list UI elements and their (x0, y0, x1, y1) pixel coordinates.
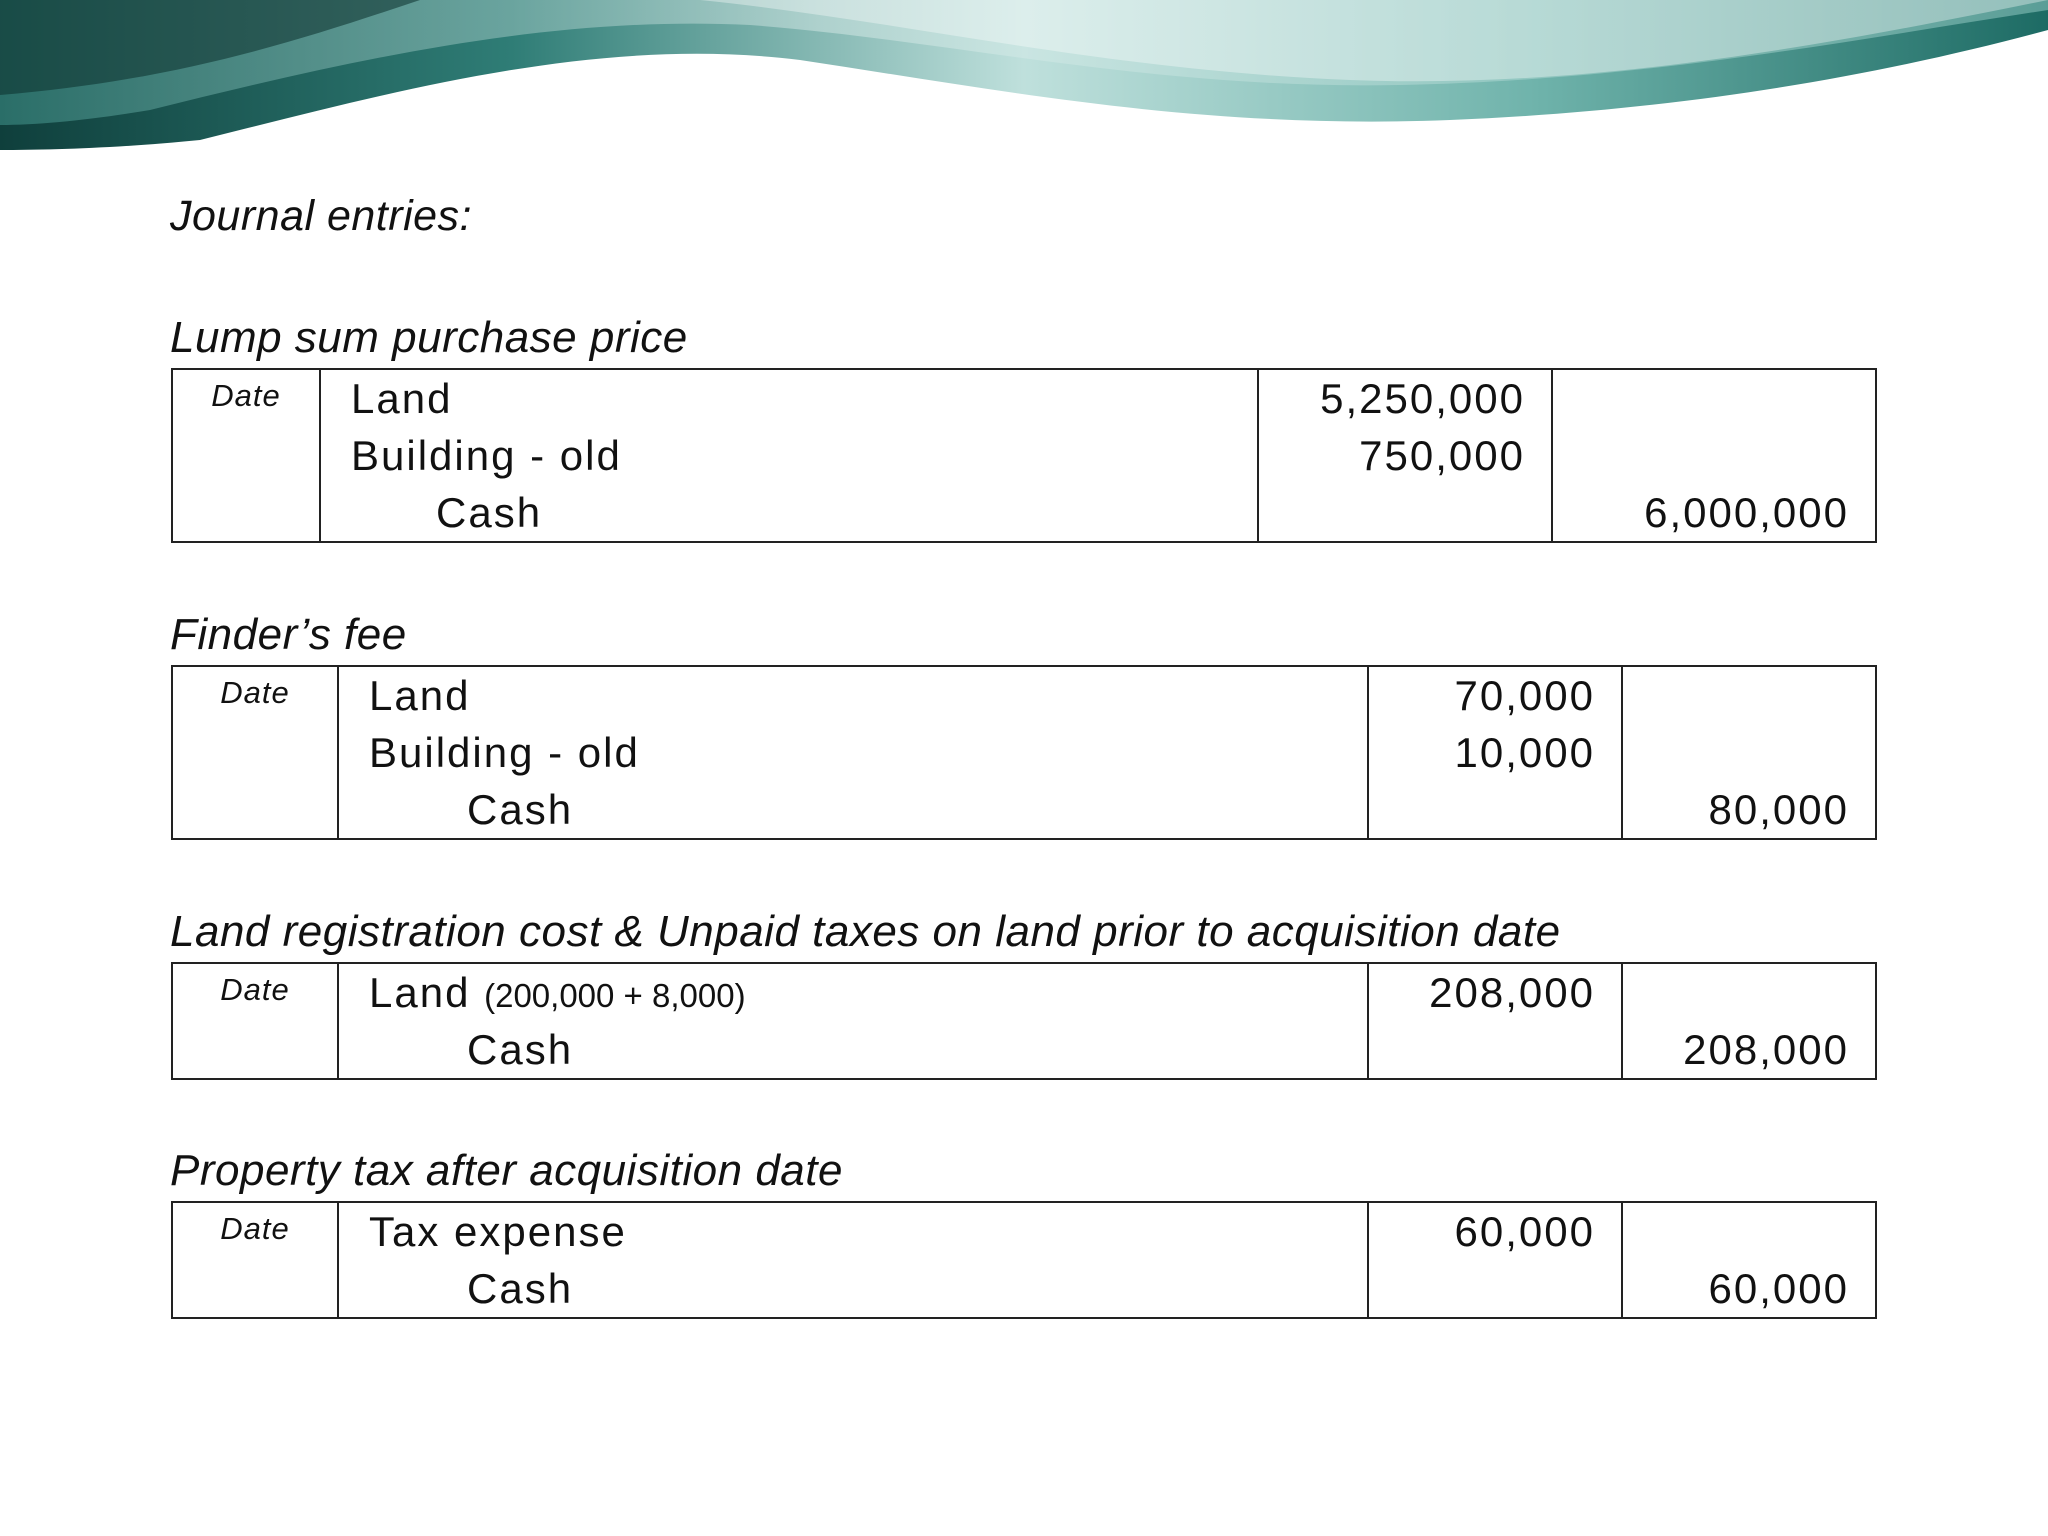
credit-column (1552, 369, 1876, 542)
credit-amount (1623, 1203, 1875, 1260)
credit-amount: 208,000 (1683, 1026, 1849, 1073)
credit-amount (1553, 427, 1875, 484)
entry-title: Property tax after acquisition date (170, 1146, 843, 1195)
debit-amount: 70,000 (1454, 672, 1595, 719)
credit-amount (1623, 724, 1875, 781)
page-title: Journal entries: (170, 192, 472, 240)
decorative-wave-banner (0, 0, 2048, 150)
debit-amount (1369, 1021, 1621, 1078)
credit-column (1622, 1202, 1876, 1318)
account-column (338, 963, 1368, 1079)
date-cell: Date (172, 1202, 338, 1318)
credit-amount (1623, 667, 1875, 724)
debit-amount (1369, 781, 1621, 838)
date-cell: Date (172, 666, 338, 839)
account-line: Building - old (369, 729, 640, 776)
journal-entry-table (171, 368, 1877, 543)
credit-amount (1553, 370, 1875, 427)
debit-amount: 5,250,000 (1320, 375, 1525, 422)
entry-title: Land registration cost & Unpaid taxes on land prior to acquisition date (170, 907, 1561, 956)
journal-entry-table (171, 665, 1877, 840)
date-cell: Date (172, 369, 320, 542)
journal-entry-table (171, 1201, 1877, 1319)
entry-title: Finder’s fee (170, 610, 407, 659)
account-line: Cash (467, 1026, 574, 1073)
credit-column (1622, 666, 1876, 839)
calculation-note: (200,000 + 8,000) (484, 977, 746, 1014)
account-line: Cash (467, 1265, 574, 1312)
debit-column (1258, 369, 1552, 542)
debit-amount (1369, 1260, 1621, 1317)
entry-title: Lump sum purchase price (170, 313, 688, 362)
account-name: Land (369, 969, 471, 1016)
debit-amount: 750,000 (1359, 432, 1525, 479)
account-line: Land (369, 672, 471, 719)
account-line: Cash (436, 489, 543, 536)
credit-amount: 6,000,000 (1644, 489, 1849, 536)
account-line (339, 964, 1367, 1021)
debit-amount: 10,000 (1454, 729, 1595, 776)
account-line: Building - old (351, 432, 622, 479)
debit-amount (1259, 484, 1551, 541)
account-column (338, 1202, 1368, 1318)
credit-amount: 80,000 (1708, 786, 1849, 833)
debit-amount: 60,000 (1454, 1208, 1595, 1255)
debit-amount: 208,000 (1429, 969, 1595, 1016)
credit-amount (1623, 964, 1875, 1021)
journal-entry-table (171, 962, 1877, 1080)
account-column (320, 369, 1258, 542)
account-line: Tax expense (369, 1208, 627, 1255)
account-line: Cash (467, 786, 574, 833)
debit-column (1368, 666, 1622, 839)
account-column (338, 666, 1368, 839)
credit-amount: 60,000 (1708, 1265, 1849, 1312)
account-line: Land (351, 375, 453, 422)
debit-column (1368, 1202, 1622, 1318)
date-cell: Date (172, 963, 338, 1079)
debit-column (1368, 963, 1622, 1079)
credit-column (1622, 963, 1876, 1079)
